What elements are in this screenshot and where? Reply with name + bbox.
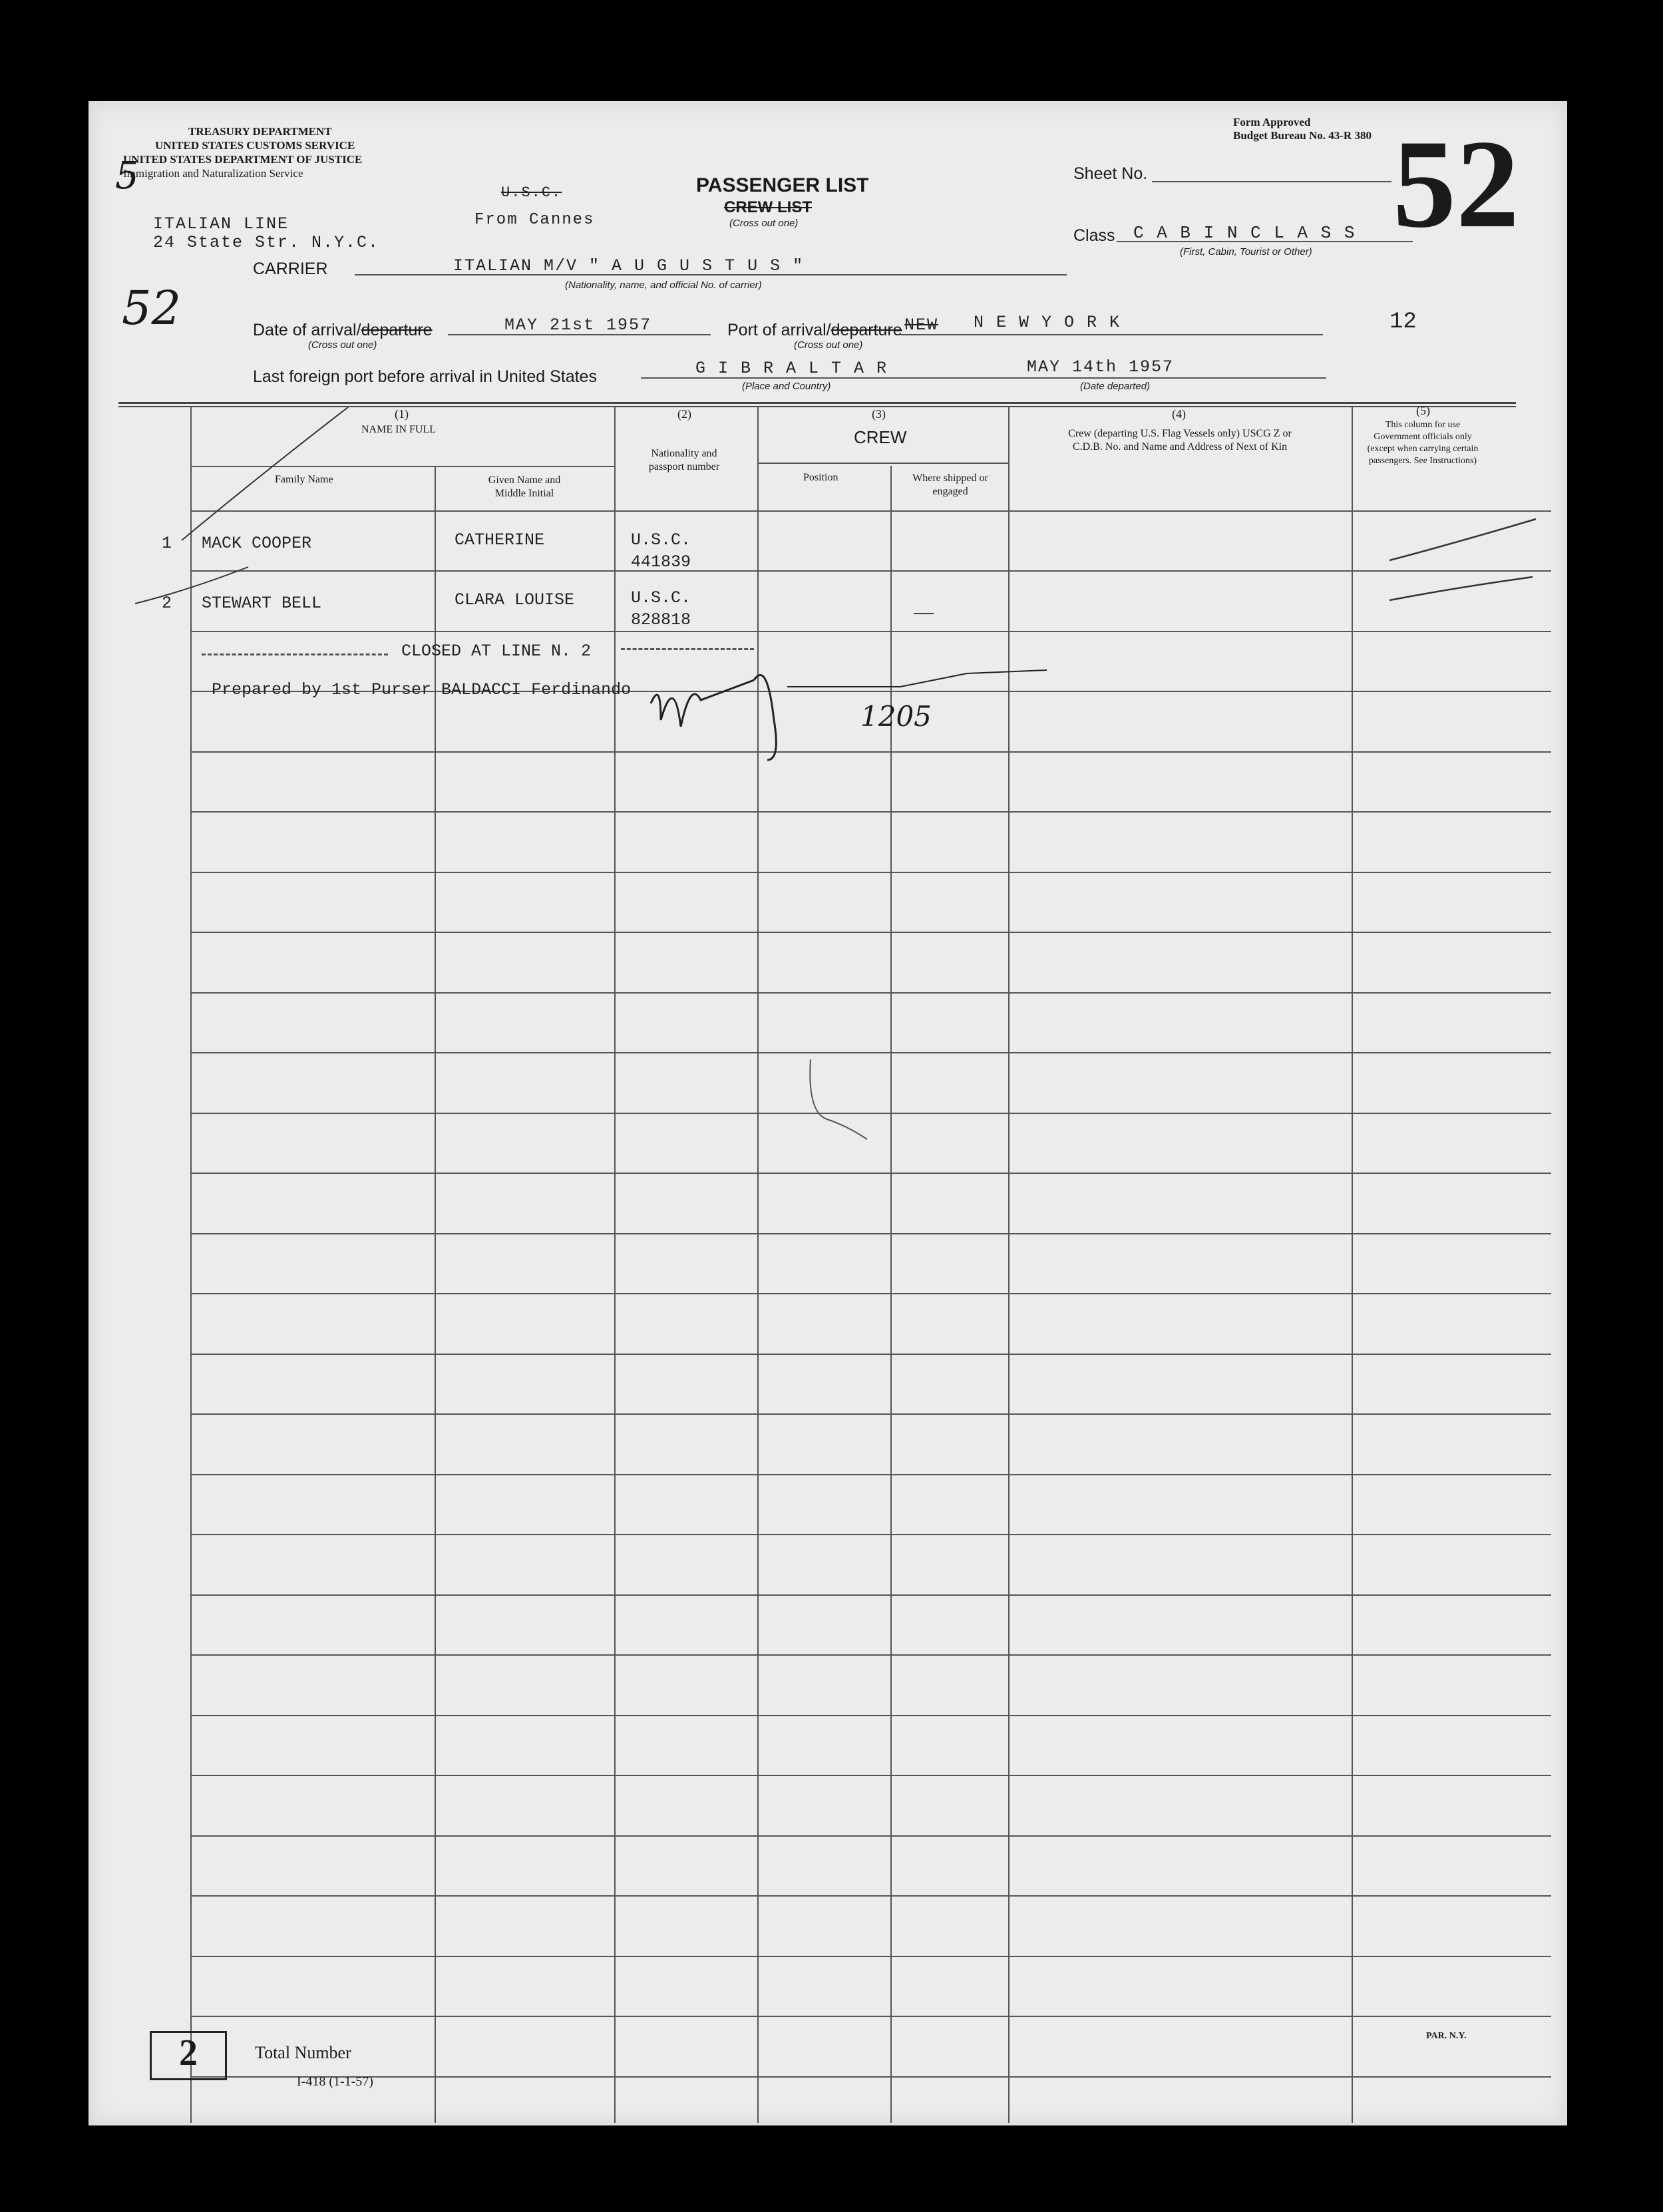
row-2-passport: 828818 <box>631 610 691 630</box>
handwriting-overlay <box>89 101 1567 2125</box>
port-struck: NEW <box>904 315 939 335</box>
row-1-number: 1 <box>162 534 172 553</box>
row-1-nationality: U.S.C. <box>631 530 691 550</box>
class-hint: (First, Cabin, Tourist or Other) <box>1180 246 1312 258</box>
carrier-value: ITALIAN M/V " A U G U S T U S " <box>453 256 805 276</box>
document-sheet <box>89 101 1567 2125</box>
side-number: 12 <box>1389 309 1417 335</box>
form-code: I-418 (1-1-57) <box>297 2074 373 2089</box>
row-1-family-name: MACK COOPER <box>202 534 312 553</box>
crew-list-struck: CREW LIST <box>724 198 812 216</box>
row-1-passport: 441839 <box>631 552 691 572</box>
signature-scribble <box>651 680 754 727</box>
col1b-title: Given Name and Middle Initial <box>488 474 561 499</box>
handwritten-52: 52 <box>122 281 182 335</box>
sheet-no-label: Sheet No. <box>1073 164 1148 183</box>
col2-number: (2) <box>677 407 691 421</box>
arrival-date-value: MAY 21st 1957 <box>504 315 652 335</box>
col5-number: (5) <box>1416 404 1430 417</box>
date-cross-note: (Cross out one) <box>308 339 377 351</box>
col5-title: This column for use Government officials only (except when carrying certain passengers. See Instructions) <box>1367 420 1479 466</box>
row-2-given-name: CLARA LOUISE <box>455 590 575 610</box>
closed-at-line: CLOSED AT LINE N. 2 <box>401 642 592 661</box>
passenger-list-title: PASSENGER LIST <box>696 174 869 196</box>
total-number-value: 2 <box>179 2032 198 2074</box>
handwritten-note: 1205 <box>860 700 932 733</box>
col3-title: CREW <box>854 427 907 447</box>
date-departed-hint: (Date departed) <box>1080 381 1151 392</box>
stamped-sheet-number: 52 <box>1393 114 1519 254</box>
col3-number: (3) <box>872 407 886 421</box>
last-port-label: Last foreign port before arrival in United States <box>253 367 597 386</box>
row-1-given-name: CATHERINE <box>455 530 545 550</box>
printer-mark: PAR. N.Y. <box>1426 2031 1467 2041</box>
handwritten-corner: 5 <box>115 154 139 198</box>
usc-struck: U.S.C. <box>501 184 562 201</box>
class-label: Class <box>1073 226 1115 245</box>
row-2-number: 2 <box>162 594 172 613</box>
row-2-nationality: U.S.C. <box>631 588 691 608</box>
col2-title: Nationality and passport number <box>648 448 720 472</box>
col3a-title: Position <box>803 472 838 483</box>
last-port-value: G I B R A L T A R <box>695 359 888 378</box>
agency-line-2: UNITED STATES CUSTOMS SERVICE <box>155 139 355 152</box>
agency-line-3: UNITED STATES DEPARTMENT OF JUSTICE <box>123 153 363 166</box>
budget-bureau: Budget Bureau No. 43-R 380 <box>1233 129 1372 142</box>
total-box <box>150 2031 227 2080</box>
port-cross-note: (Cross out one) <box>794 339 863 351</box>
col1-number: (1) <box>395 407 409 421</box>
prepared-by: Prepared by 1st Purser BALDACCI Ferdinando <box>212 680 632 699</box>
date-departed-value: MAY 14th 1957 <box>1027 357 1175 377</box>
date-label: Date of arrival/departure <box>253 321 433 339</box>
col3b-title: Where shipped or engaged <box>912 472 988 497</box>
carrier-label: CARRIER <box>253 260 328 278</box>
col1a-title: Family Name <box>275 474 333 485</box>
col4-number: (4) <box>1172 407 1186 421</box>
agency-line-1: TREASURY DEPARTMENT <box>188 125 332 138</box>
total-label: Total Number <box>255 2043 351 2062</box>
company-name: ITALIAN LINE <box>153 214 289 234</box>
port-label: Port of arrival/departure <box>727 321 902 339</box>
form-approved: Form Approved <box>1233 116 1311 128</box>
carrier-hint: (Nationality, name, and official No. of carrier) <box>565 279 762 291</box>
last-port-hint: (Place and Country) <box>742 381 831 392</box>
col1-title: NAME IN FULL <box>361 424 436 435</box>
col4-title: Crew (departing U.S. Flag Vessels only) USCG Z or C.D.B. No. and Name and Address of Next of Kin <box>1068 428 1292 453</box>
agency-line-4: Immigration and Naturalization Service <box>123 167 303 180</box>
class-value: C A B I N C L A S S <box>1133 223 1356 243</box>
company-address: 24 State Str. N.Y.C. <box>153 233 380 252</box>
port-value: N E W Y O R K <box>974 313 1121 332</box>
cross-out-note: (Cross out one) <box>729 218 799 229</box>
from-port: From Cannes <box>474 211 595 229</box>
row-2-family-name: STEWART BELL <box>202 594 322 613</box>
